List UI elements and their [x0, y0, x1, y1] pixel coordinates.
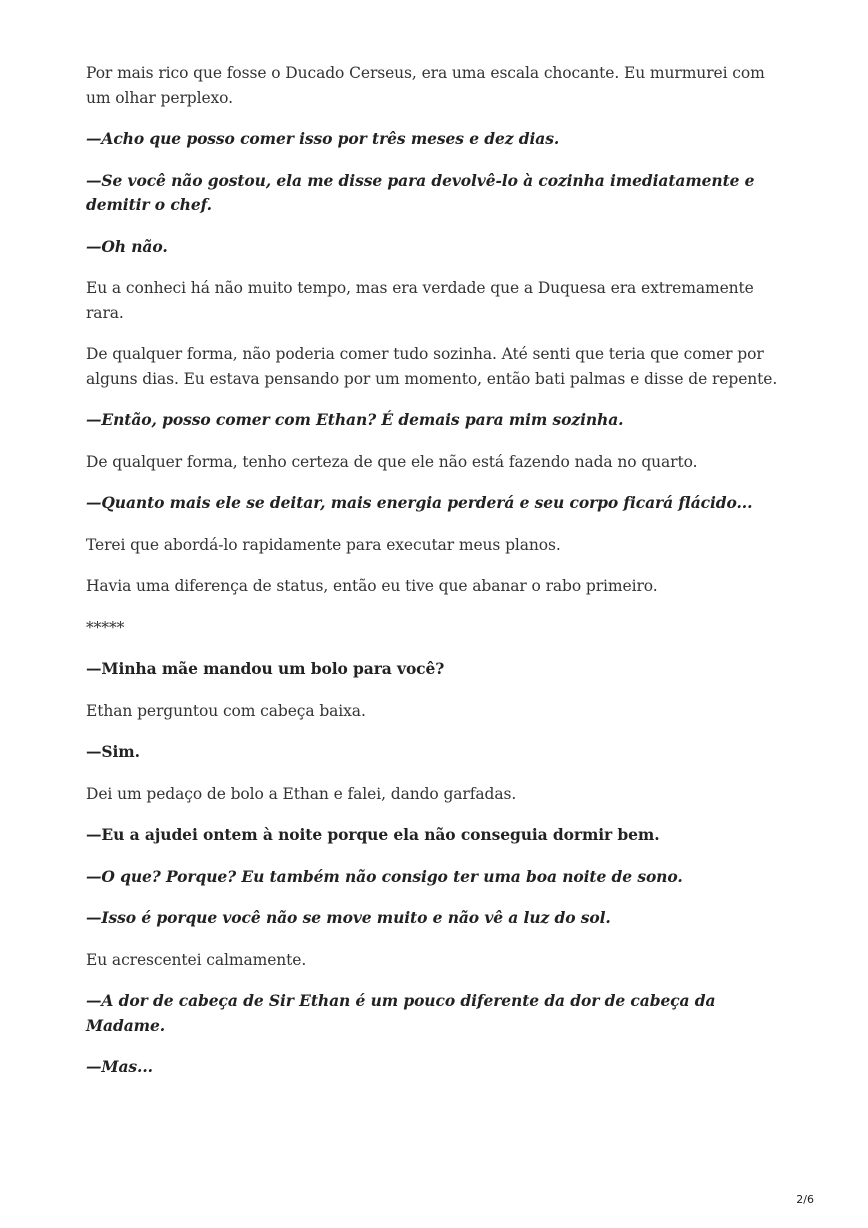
paragraph: —Quanto mais ele se deitar, mais energia perderá e seu corpo ficará flácido...	[86, 493, 753, 512]
paragraph: —Se você não gostou, ela me disse para devolvê-lo à cozinha imediatamente e demitir o chef.	[86, 170, 755, 214]
paragraph: Ethan perguntou com cabeça baixa.	[86, 701, 366, 720]
paragraph: Dei um pedaço de bolo a Ethan e falei, dando garfadas.	[86, 784, 517, 803]
paragraph: —Oh não.	[86, 236, 168, 256]
paragraph: Havia uma diferença de status, então eu tive que abanar o rabo primeiro.	[86, 577, 658, 595]
paragraph: —Acho que posso comer isso por três meses e dez dias.	[86, 129, 560, 148]
paragraph: Por mais rico que fosse o Ducado Cerseus, era uma escala chocante. Eu murmurei com um olhar perplexo.	[86, 64, 765, 107]
paragraph: —Sim.	[86, 742, 140, 761]
paragraph: Eu acrescentei calmamente.	[86, 950, 307, 969]
paragraph: —Eu a ajudei ontem à noite porque ela não conseguia dormir bem.	[86, 825, 660, 844]
scene-break: *****	[86, 618, 125, 637]
paragraph: Terei que abordá-lo rapidamente para executar meus planos.	[86, 535, 561, 554]
paragraph: —Mas...	[86, 1057, 153, 1076]
paragraph: —Minha mãe mandou um bolo para você?	[86, 659, 445, 678]
paragraph: Eu a conheci há não muito tempo, mas era verdade que a Duquesa era extremamente rara.	[86, 279, 754, 322]
page-number: 2/6	[796, 1193, 814, 1206]
paragraph: De qualquer forma, não poderia comer tudo sozinha. Até senti que teria que comer por alguns dias. Eu estava pensando por um momento, então bati palmas e disse de repente.	[86, 345, 778, 388]
paragraph: —Então, posso comer com Ethan? É demais para mim sozinha.	[86, 410, 624, 429]
paragraph: —O que? Porque? Eu também não consigo ter uma boa noite de sono.	[86, 866, 683, 886]
document-body	[86, 61, 786, 1097]
paragraph: —A dor de cabeça de Sir Ethan é um pouco diferente da dor de cabeça da Madame.	[86, 991, 716, 1035]
paragraph: De qualquer forma, tenho certeza de que ele não está fazendo nada no quarto.	[86, 452, 698, 471]
paragraph: —Isso é porque você não se move muito e não vê a luz do sol.	[86, 908, 611, 927]
